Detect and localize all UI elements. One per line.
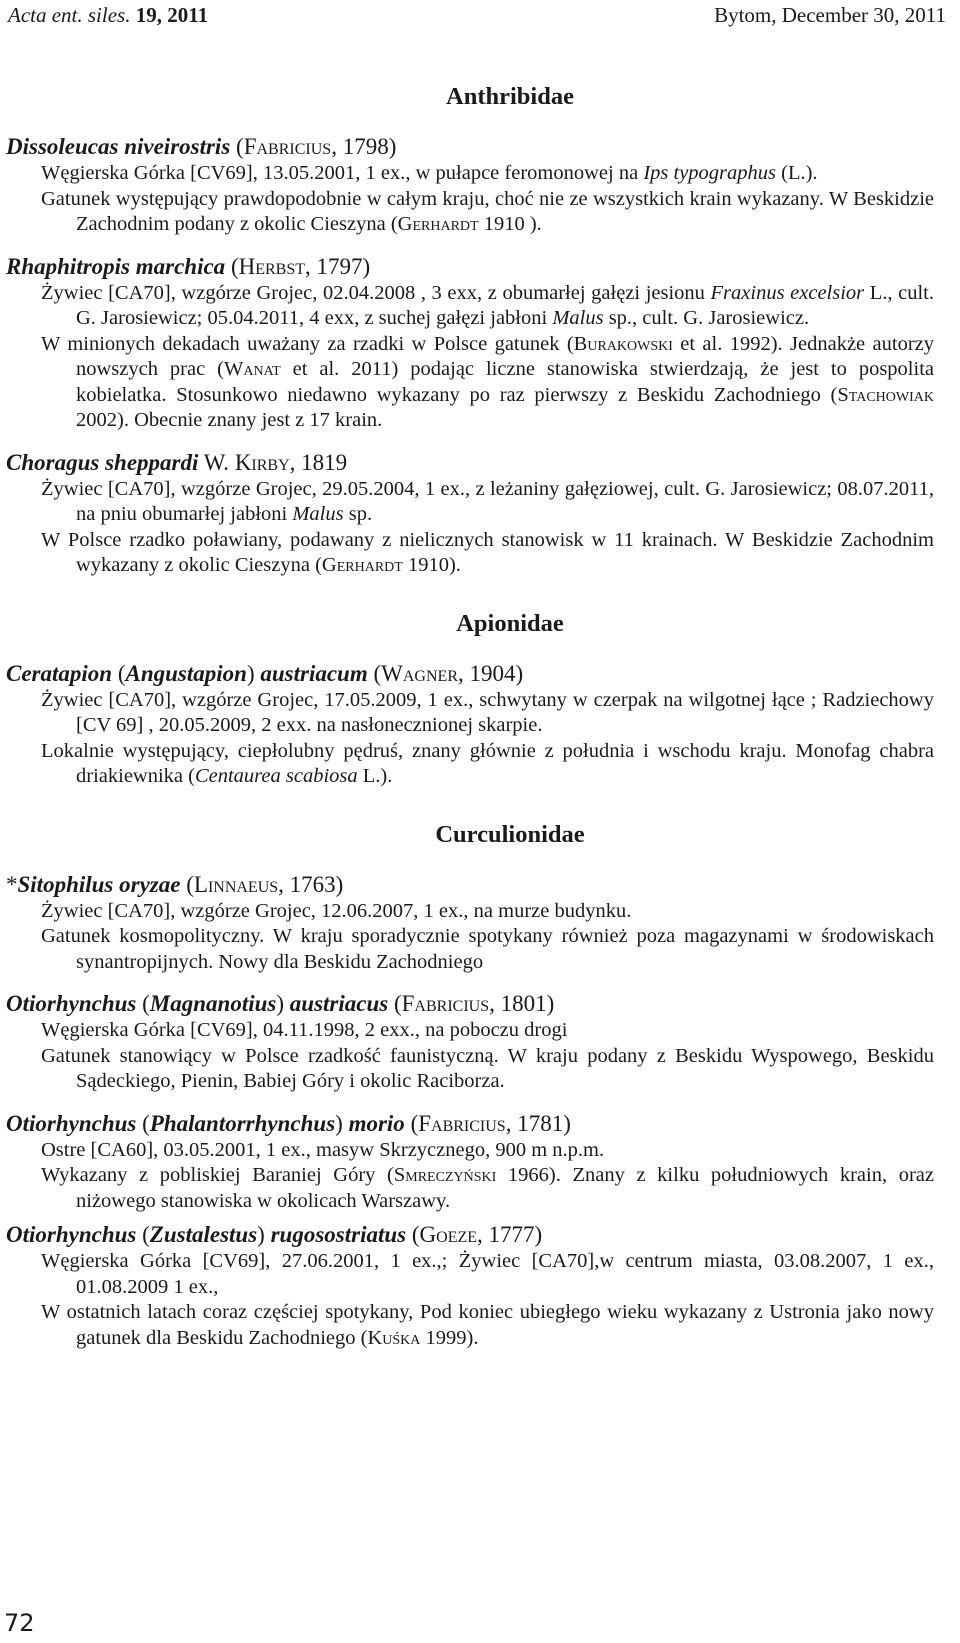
record-paragraph: Żywiec [CA70], wzgórze Grojec, 17.05.2009, 1 ex., schwytany w czerpak na wilgotnej łące ; Radziechowy [CV 69] , 20.05.2009, 2 exx. na nasłonecznionej skarpie. (41, 688, 934, 736)
page-body (6, 80, 934, 1351)
journal-citation (8, 3, 208, 28)
record-paragraph: Żywiec [CA70], wzgórze Grojec, 12.06.2007, 1 ex., na murze budynku. (41, 899, 632, 922)
record-paragraph: Węgierska Górka [CV69], 13.05.2001, 1 ex., w pułapce feromonowej na Ips typographus (L.). (41, 162, 818, 184)
family-heading-anthribidae: Anthribidae (446, 83, 574, 110)
comment-paragraph: Gatunek kosmopolityczny. W kraju sporadycznie spotykany również poza magazynami w środowiskach synantropijnych. Nowy dla Beskidu Zachodniego (41, 925, 934, 973)
species-entry (6, 1109, 934, 1215)
record-paragraph: Węgierska Górka [CV69], 27.06.2001, 1 ex.,; Żywiec [CA70],w centrum miasta, 03.08.2007, 1 ex., 01.08.2009 1 ex., (41, 1250, 934, 1298)
species-heading: Ceratapion (Angustapion) austriacum (Wagner, 1904) (6, 660, 524, 686)
publication-place-date: Bytom, December 30, 2011 (714, 3, 946, 27)
family-heading-apionidae: Apionidae (456, 609, 564, 637)
comment-paragraph: W minionych dekadach uważany za rzadki w Polsce gatunek (Burakowski et al. 1992). Jednakże autorzy nowszych prac (Wanat et al. 2011) podając liczne stanowiska stwierdzają, że jest to pospolita kobielatka. Stosunkowo niedawno wykazany po raz pierwszy z Beskidu Zachodniego (Stachowiak 2002). Obecnie znany jest z 17 krain. (41, 332, 934, 431)
species-entry (6, 1220, 934, 1351)
running-head (8, 3, 946, 28)
species-heading: *Sitophilus oryzae (Linnaeus, 1763) (6, 871, 344, 897)
species-heading: Rhaphitropis marchica (Herbst, 1797) (6, 253, 371, 279)
comment-paragraph: Lokalnie występujący, ciepłolubny pędruś, znany głównie z południa i wschodu kraju. Monofag chabra driakiewnika (Centaurea scabiosa L.). (41, 739, 934, 787)
comment-paragraph: Gatunek stanowiący w Polsce rzadkość faunistyczną. W kraju podany z Beskidu Wyspowego, Beskidu Sądeckiego, Pienin, Babiej Góry i okolic Raciborza. (41, 1044, 934, 1092)
record-paragraph: Żywiec [CA70], wzgórze Grojec, 29.05.2004, 1 ex., z leżaniny gałęziowej, cult. G. Jarosiewicz; 08.07.2011, na pniu obumarłej jabłoni Malus sp. (41, 477, 934, 525)
journal-name: Acta ent. siles. (8, 3, 131, 27)
species-entry (6, 132, 934, 238)
comment-paragraph: Wykazany z pobliskiej Baraniej Góry (Smreczyński 1966). Znany z kilku południowych krain, oraz niżowego stanowiska w okolicach Warszawy. (41, 1164, 934, 1212)
comment-paragraph: Gatunek występujący prawdopodobnie w całym kraju, choć nie ze wszystkich krain wykazany. W Beskidzie Zachodnim podany z okolic Cieszyna (Gerhardt 1910 ). (41, 187, 934, 235)
comment-paragraph: W ostatnich latach coraz częściej spotykany, Pod koniec ubiegłego wieku wykazany z Ustronia jako nowy gatunek dla Beskidu Zachodniego (Kuśka 1999). (41, 1301, 934, 1349)
species-entry (6, 989, 934, 1095)
record-paragraph: Żywiec [CA70], wzgórze Grojec, 02.04.2008 , 3 exx, z obumarłej gałęzi jesionu Fraxinus excelsior L., cult. G. Jarosiewicz; 05.04.2011, 4 exx, z suchej gałęzi jabłoni Malus sp., cult. G. Jarosiewicz. (41, 281, 935, 329)
species-heading: Otiorhynchus (Phalantorrhynchus) morio (Fabricius, 1781) (6, 1110, 571, 1136)
species-heading: Choragus sheppardi W. Kirby, 1819 (6, 449, 348, 475)
page-number: 72 (4, 1609, 35, 1637)
journal-volume: 19, 2011 (135, 3, 209, 27)
comment-paragraph: W Polsce rzadko poławiany, podawany z nielicznych stanowisk w 11 krainach. W Beskidzie Zachodnim wykazany z okolic Cieszyna (Gerhardt 1910). (41, 528, 934, 576)
species-entry (6, 659, 934, 790)
family-heading-curculionidae: Curculionidae (435, 820, 585, 848)
record-paragraph: Węgierska Górka [CV69], 04.11.1998, 2 exx., na poboczu drogi (41, 1019, 568, 1041)
species-heading: Otiorhynchus (Magnanotius) austriacus (Fabricius, 1801) (6, 991, 555, 1016)
species-entry (6, 870, 934, 976)
species-heading: Dissoleucas niveirostris (Fabricius, 1798) (6, 134, 397, 159)
species-entry (6, 252, 934, 434)
new-record-asterisk: * (6, 871, 18, 897)
species-heading: Otiorhynchus (Zustalestus) rugosostriatus (Goeze, 1777) (6, 1222, 543, 1247)
record-paragraph: Ostre [CA60], 03.05.2001, 1 ex., masyw Skrzycznego, 900 m n.p.m. (41, 1138, 605, 1161)
species-entry (6, 448, 934, 579)
